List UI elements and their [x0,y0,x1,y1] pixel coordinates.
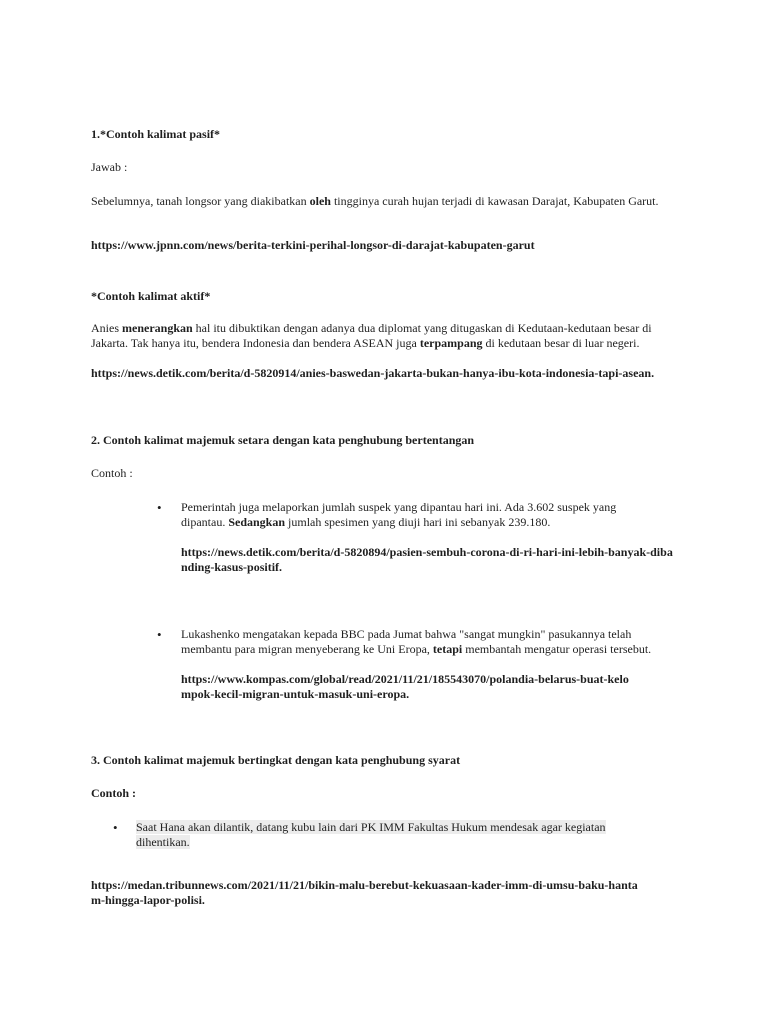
source-link-tribunnews-text[interactable]: https://medan.tribunnews.com/2021/11/21/bikin-malu-berebut-kekuasaan-kader-imm-di-umsu-baku-hantam-hingga-lapor-polisi [91,878,638,907]
active-text-c: hal itu dibuktikan dengan adanya dua diplomat yang ditugaskan di Kedutaan-kedutaan besar di Jakarta. Tak hanya itu, bendera Indonesia dan bendera ASEAN juga [91,321,652,350]
bullet2-text-b: membantah mengatur operasi tersebut. [462,642,652,656]
passive-text-before: Sebelumnya, tanah longsor yang diakibatkan [91,194,310,208]
section3-contoh-label: Contoh : [91,786,137,800]
source-link-detik-corona[interactable] [181,545,676,575]
jawab-label: Jawab : [91,160,128,174]
bullet-icon: • [157,627,162,642]
passive-bold-oleh: oleh [309,194,331,208]
active-text-a: Anies [91,321,122,335]
bullet-icon: • [157,500,162,515]
active-text-d: di kedutaan besar di luar negeri. [482,336,640,350]
source-link-jpnn[interactable] [91,238,691,253]
bullet3-highlighted-text: Saat Hana akan dilantik, datang kubu lain dari PK IMM Fakultas Hukum mendesak agar kegiatan dihentikan. [136,820,606,849]
bullet1-bold-sedangkan: Sedangkan [228,515,286,529]
passive-text-after: tingginya curah hujan terjadi di kawasan Darajat, Kabupaten Garut. [330,194,659,208]
active-example-paragraph [91,321,676,351]
bullet1-text-b: jumlah spesimen yang diuji hari ini sebanyak 239.180. [285,515,551,529]
bullet2-bold-tetapi: tetapi [432,642,463,656]
source-link-detik-anies[interactable] [91,366,656,381]
section2-title: 2. Contoh kalimat majemuk setara dengan kata penghubung bertentangan [91,433,475,447]
active-example-title: *Contoh kalimat aktif* [91,289,211,303]
bullet2-text-a: Lukashenko mengatakan kepada BBC pada Jumat bahwa "sangat mungkin" pasukannya telah membantu para migran menyeberang ke Uni Eropa, [181,627,632,656]
bullet-icon: • [113,820,118,835]
source-link-kompas-text[interactable]: https://www.kompas.com/global/read/2021/11/21/185543070/polandia-belarus-buat-kelompok-kecil-migran-untuk-masuk-uni-eropa. [181,672,629,701]
list-item-text [181,627,676,657]
source-link-detik-corona-text[interactable]: https://news.detik.com/berita/d-5820894/pasien-sembuh-corona-di-ri-hari-ini-lebih-banyak-dibanding-kasus-positif. [181,545,673,574]
bullet1-text-a: Pemerintah juga melaporkan jumlah suspek yang dipantau hari ini. Ada 3.602 suspek yang dipantau. [181,500,617,529]
source-link-kompas[interactable] [181,672,636,702]
active-bold-terpampang: terpampang [419,336,483,350]
source-link-tribunnews[interactable] [91,878,646,908]
section1-title: 1.*Contoh kalimat pasif* [91,127,221,141]
section2-contoh-label: Contoh : [91,466,133,480]
source-link-detik-anies-text[interactable]: https://news.detik.com/berita/d-5820914/anies-baswedan-jakarta-bukan-hanya-ibu-kota-indonesia-tapi-asean. [91,366,655,380]
source-link-jpnn-text[interactable]: https://www.jpnn.com/news/berita-terkini-perihal-longsor-di-darajat-kabupaten-garut [91,238,535,252]
section3-title: 3. Contoh kalimat majemuk bertingkat dengan kata penghubung syarat [91,753,461,767]
list-item-text [136,820,656,850]
link-trailing-period: . [201,893,205,907]
active-bold-menerangkan: menerangkan [122,321,193,335]
list-item-text [181,500,651,530]
passive-example-paragraph [91,194,666,209]
